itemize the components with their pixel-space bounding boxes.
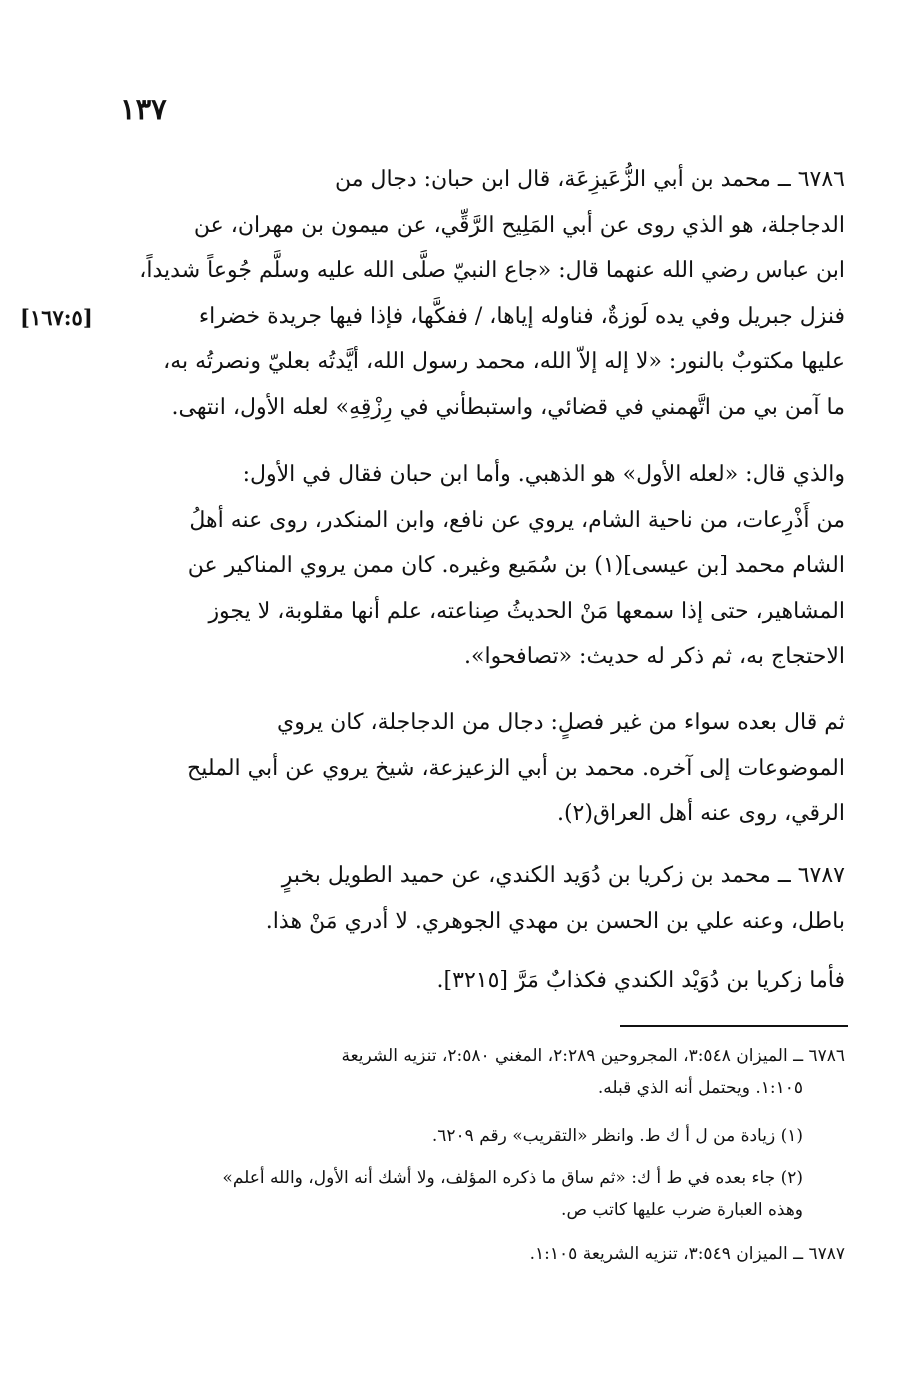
footnote-2 [124,1162,845,1226]
closing-line [124,958,845,1004]
footnote-divider [620,1025,848,1027]
text-line: ما آمن بي من اتَّهمني في قضائي، واستبطأني في رِزْقِهِ» لعله الأول، انتهى. [171,394,845,420]
footnote-line: ٦٧٨٦ ــ الميزان ٣:٥٤٨، المجروحين ٢:٢٨٩، المغني ٢:٥٨٠، تنزيه الشريعة [341,1046,845,1066]
text-line: من أَذْرِعات، من ناحية الشام، يروي عن نافع، وابن المنكدر، روى عنه أهلُ [189,507,845,533]
text-line: فنزل جبريل وفي يده لَوزةٌ، فناوله إياها، / ففكَّها، فإذا فيها جريدة خضراء [198,303,845,329]
text-line: ٦٧٨٧ ــ محمد بن زكريا بن دُوَيد الكندي، عن حميد الطويل بخبرٍ [281,863,845,888]
margin-reference: [١٦٧:٥] [20,305,93,330]
continuation-paragraph [124,700,845,837]
text-line: الرقي، روى عنه أهل العراق(٢). [556,801,845,826]
text-line: ابن عباس رضي الله عنهما قال: «جاع النبيّ صلَّى الله عليه وسلَّم جُوعاً شديداً، [139,258,845,283]
entry-6786 [124,157,845,430]
text-line: ٦٧٨٦ ــ محمد بن أبي الزُّعَيزِعَة، قال ابن حبان: دجال من [335,167,845,192]
page-number: ١٣٧ [120,92,167,126]
text-line: الشام محمد [بن عيسى](١) بن سُمَيع وغيره. كان ممن يروي المناكير عن [187,553,845,578]
text-line: المشاهير، حتى إذا سمعها مَنْ الحديثُ صِناعته، علم أنها مقلوبة، لا يجوز [208,598,845,624]
commentary-paragraph [124,452,845,680]
text-line: والذي قال: «لعله الأول» هو الذهبي. وأما ابن حبان فقال في الأول: [242,462,845,487]
text-line: باطل، وعنه علي بن الحسن بن مهدي الجوهري. لا أدري مَنْ هذا. [265,908,845,934]
text-line: الاحتجاج به، ثم ذكر له حديث: «تصافحوا». [464,644,845,669]
footnote-line: وهذه العبارة ضرب عليها كاتب ص. [561,1200,803,1220]
text-line: الموضوعات إلى آخره. محمد بن أبي الزعيزعة، شيخ يروي عن أبي المليح [187,755,845,781]
text-line: فأما زكريا بن دُوَيْد الكندي فكذابٌ مَرَّ [٣٢١٥]. [436,968,845,993]
footnote-line: (٢) جاء بعده في ط أ ك: «ثم ساق ما ذكره المؤلف، ولا أشك أنه الأول، والله أعلم» [222,1168,803,1188]
footnote-1 [124,1120,845,1152]
footnote-line: (١) زيادة من ل أ ك ط. وانظر «التقريب» رقم ٦٢٠٩. [431,1126,803,1146]
footnote-line: ١:١٠٥. ويحتمل أنه الذي قبله. [597,1078,803,1098]
text-line: الدجاجلة، هو الذي روى عن أبي المَلِيح الرَّقِّي، عن ميمون بن مهران، عن [193,212,845,238]
entry-6787 [124,853,845,944]
text-line: ثم قال بعده سواء من غير فصلٍ: دجال من الدجاجلة، كان يروي [277,710,845,735]
footnote-6786 [124,1040,845,1104]
footnote-6787 [124,1238,845,1270]
text-line: عليها مكتوبٌ بالنور: «لا إله إلاّ الله، محمد رسول الله، أيَّدتُه بعليّ ونصرتُه به، [163,349,845,374]
footnote-line: ٦٧٨٧ ــ الميزان ٣:٥٤٩، تنزيه الشريعة ١:١٠٥. [529,1244,845,1264]
